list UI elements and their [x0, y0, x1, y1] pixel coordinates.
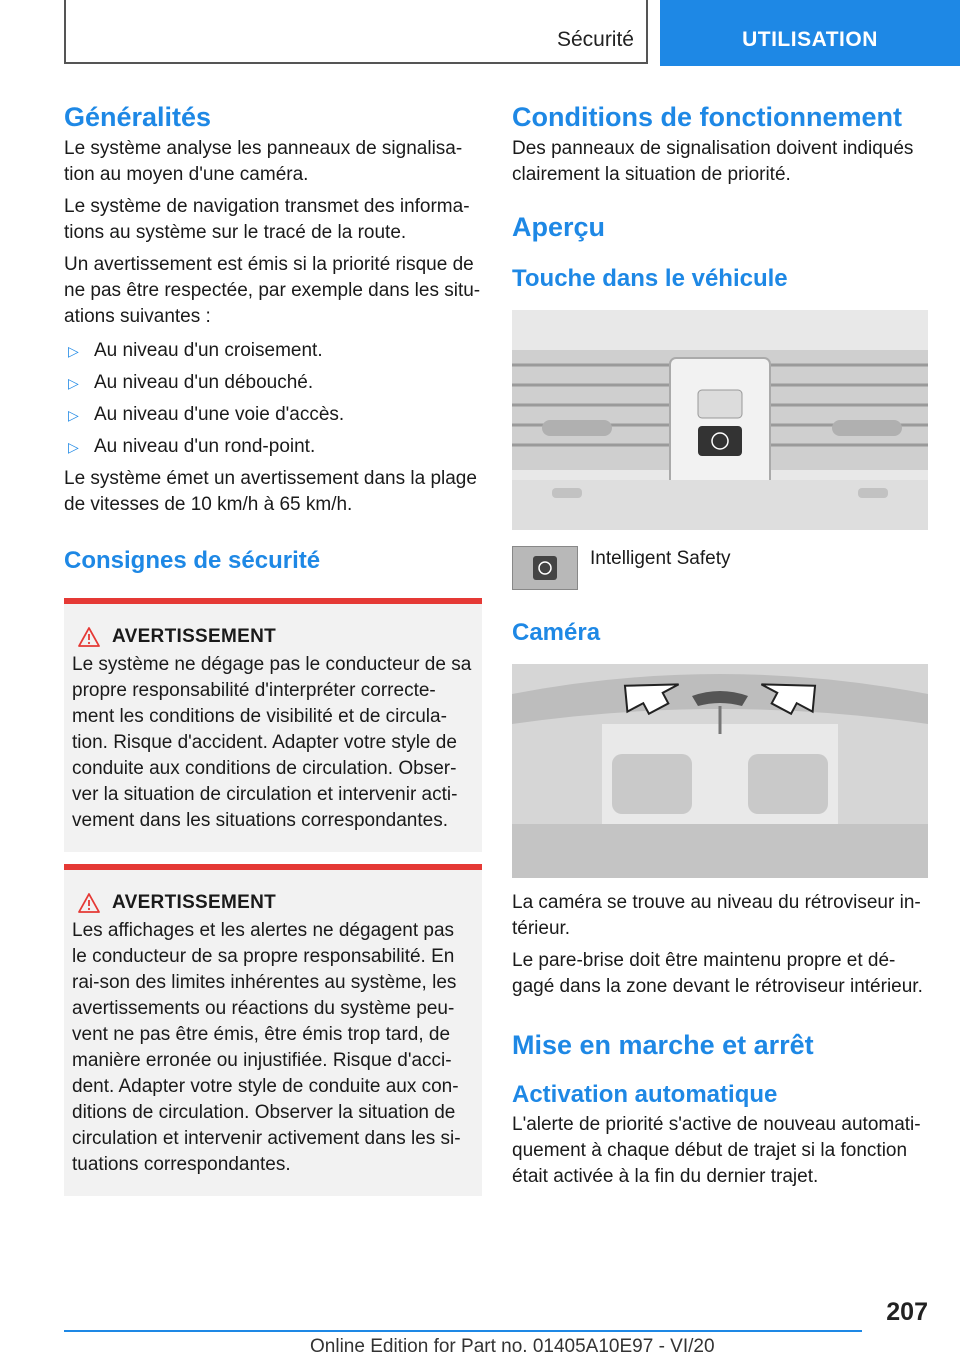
right-column: [512, 100, 928, 1190]
conditions-heading: Conditions de fonctionnement: [512, 102, 902, 132]
touche-heading: Touche dans le véhicule: [512, 265, 788, 292]
triangle-bullet-icon: ▷: [68, 439, 79, 455]
vehicle-button-photo: [512, 310, 928, 530]
mise-en-marche-heading: Mise en marche et arrêt: [512, 1030, 814, 1060]
activation-text: L'alerte de priorité s'active de nouveau automati-quement à chaque début de trajet si la fonction était activée à la fin du dernier trajet.: [512, 1114, 921, 1187]
camera-location-photo: [512, 664, 928, 878]
button-label: Intelligent Safety: [590, 548, 731, 569]
warning-text: Le système ne dégage pas le conducteur de sa propre responsabilité d'interpréter correcte-ment les conditions de visibilité et de circula-tion. Risque d'accident. Adapter votre style de conduite aux conditions de circulation. Obser-ver la situation de circulation et intervenir acti-vement dans les situations correspondantes.: [72, 654, 472, 831]
apercu-heading: Aperçu: [512, 212, 606, 242]
generalites-heading: Généralités: [64, 102, 212, 132]
activation-heading: Activation automatique: [512, 1081, 778, 1108]
list-item: ▷ Au niveau d'un rond-point.: [64, 434, 482, 460]
list-item: ▷ Au niveau d'une voie d'accès.: [64, 402, 482, 428]
situations-list: [64, 338, 482, 460]
warning-box-1: [64, 598, 482, 852]
generalites-paragraph-2: Le système de navigation transmet des informa-tions au système sur le tracé de la route.: [64, 196, 470, 243]
header-chapter-tab: [660, 0, 960, 66]
consignes-heading: Consignes de sécurité: [64, 547, 321, 574]
car-interior-illustration: [512, 664, 928, 878]
camera-paragraph-2: Le pare-brise doit être maintenu propre et dé-gagé dans la zone devant le rétroviseur intérieur.: [512, 950, 923, 997]
warning-triangle-icon: [78, 893, 100, 913]
list-item: ▷ Au niveau d'un débouché.: [64, 370, 482, 396]
header-section-box: [64, 0, 648, 64]
warning-text: Les affichages et les alertes ne dégagent pas le conducteur de sa propre responsabilité. En rai-son des limites inhérentes au système, les avertissements ou réactions du système peu-vent ne pas être émis, être émis trop tard, de manière erronée ou injustifiée. Risque d'acci-dent. Adapter votre style de conduite aux con-ditions de circulation. Observer la situation de circulation et intervenir activement dans les si-tuations correspondantes.: [72, 920, 461, 1175]
generalites-paragraph-1: Le système analyse les panneaux de signalisa-tion au moyen d'une caméra.: [64, 138, 463, 185]
triangle-bullet-icon: ▷: [68, 407, 79, 423]
warning-label: AVERTISSEMENT: [112, 626, 277, 647]
generalites-paragraph-4: Le système émet un avertissement dans la plage de vitesses de 10 km/h à 65 km/h.: [64, 468, 477, 515]
header-section-title: Sécurité: [556, 28, 634, 51]
camera-heading: Caméra: [512, 619, 601, 646]
triangle-bullet-icon: ▷: [68, 343, 79, 359]
warning-triangle-icon: [78, 627, 100, 647]
page-number: 207: [886, 1298, 928, 1326]
warning-label: AVERTISSEMENT: [112, 892, 277, 913]
left-column: [64, 100, 482, 1196]
warning-box-2: [64, 864, 482, 1196]
intelligent-safety-button-icon: [512, 546, 578, 590]
list-item: ▷ Au niveau d'un croisement.: [64, 338, 482, 364]
button-legend: [512, 546, 928, 590]
conditions-text: Des panneaux de signalisation doivent indiqués clairement la situation de priorité.: [512, 138, 914, 185]
vent-grille-illustration: [512, 310, 928, 530]
triangle-bullet-icon: ▷: [68, 375, 79, 391]
footer-edition: Online Edition for Part no. 01405A10E97 - VI/20: [310, 1336, 715, 1357]
camera-paragraph-1: La caméra se trouve au niveau du rétroviseur in-térieur.: [512, 892, 921, 939]
generalites-paragraph-3: Un avertissement est émis si la priorité risque de ne pas être respectée, par exemple dans les situ-ations suivantes :: [64, 254, 481, 327]
header-chapter-title: UTILISATION: [742, 28, 878, 51]
footer-divider: [64, 1330, 862, 1332]
